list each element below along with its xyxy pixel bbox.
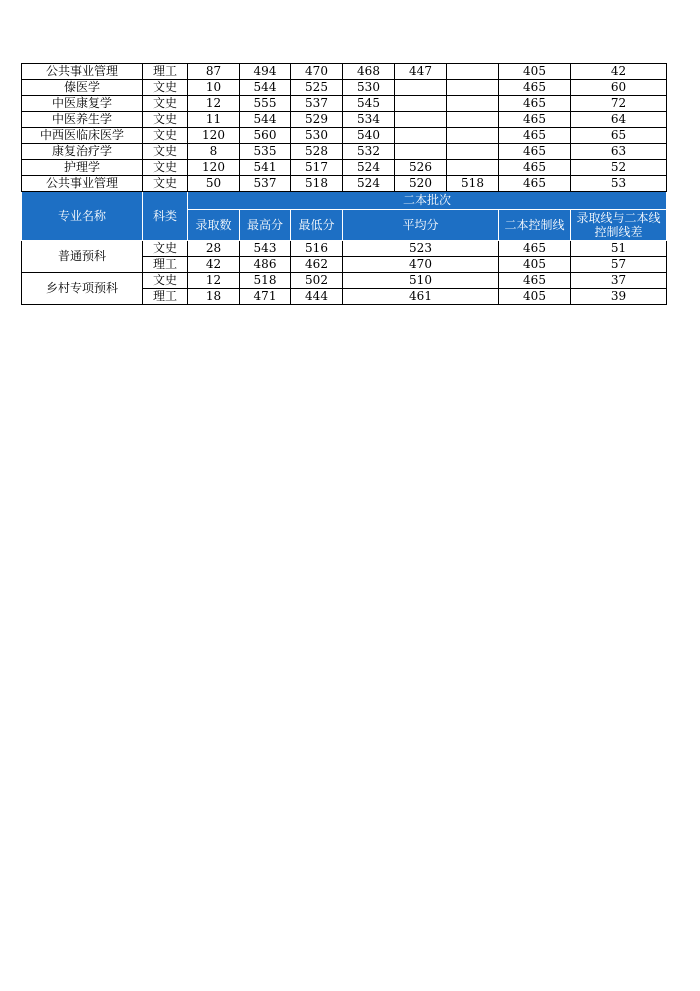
major-name: 公共事业管理 — [22, 64, 143, 80]
avg-score: 523 — [343, 241, 499, 257]
avg-score-2 — [395, 80, 447, 96]
avg-score: 532 — [343, 144, 395, 160]
control-diff: 72 — [571, 96, 667, 112]
table-row — [22, 144, 667, 160]
major-name: 康复治疗学 — [22, 144, 143, 160]
avg-score-2 — [395, 144, 447, 160]
enrolled-count: 12 — [188, 273, 240, 289]
max-score: 494 — [240, 64, 291, 80]
table-row — [22, 241, 667, 257]
control-line: 465 — [499, 160, 571, 176]
control-line: 465 — [499, 144, 571, 160]
enrolled-count: 18 — [188, 289, 240, 305]
avg-score-2: 447 — [395, 64, 447, 80]
avg-score-2 — [395, 112, 447, 128]
header-category: 科类 — [143, 192, 188, 241]
major-name: 乡村专项预科 — [22, 273, 143, 305]
header-avg: 平均分 — [343, 210, 499, 241]
avg-score: 545 — [343, 96, 395, 112]
avg-score-3 — [447, 128, 499, 144]
category-cell: 理工 — [143, 64, 188, 80]
min-score: 470 — [291, 64, 343, 80]
avg-score-2: 520 — [395, 176, 447, 192]
avg-score: 530 — [343, 80, 395, 96]
avg-score-3 — [447, 96, 499, 112]
table-row — [22, 176, 667, 192]
header-row-top — [22, 192, 667, 210]
enrolled-count: 50 — [188, 176, 240, 192]
control-diff: 53 — [571, 176, 667, 192]
enrolled-count: 42 — [188, 257, 240, 273]
control-diff: 64 — [571, 112, 667, 128]
max-score: 543 — [240, 241, 291, 257]
avg-score: 470 — [343, 257, 499, 273]
control-line: 465 — [499, 241, 571, 257]
enrolled-count: 11 — [188, 112, 240, 128]
header-batch: 二本批次 — [188, 192, 667, 210]
max-score: 486 — [240, 257, 291, 273]
category-cell: 文史 — [143, 241, 188, 257]
max-score: 544 — [240, 112, 291, 128]
min-score: 529 — [291, 112, 343, 128]
avg-score-3 — [447, 160, 499, 176]
control-line: 405 — [499, 289, 571, 305]
control-line: 465 — [499, 273, 571, 289]
header-major: 专业名称 — [22, 192, 143, 241]
min-score: 525 — [291, 80, 343, 96]
control-diff: 57 — [571, 257, 667, 273]
avg-score-3 — [447, 80, 499, 96]
control-diff: 51 — [571, 241, 667, 257]
min-score: 462 — [291, 257, 343, 273]
category-cell: 文史 — [143, 80, 188, 96]
min-score: 517 — [291, 160, 343, 176]
avg-score: 540 — [343, 128, 395, 144]
major-name: 普通预科 — [22, 241, 143, 273]
min-score: 516 — [291, 241, 343, 257]
min-score: 518 — [291, 176, 343, 192]
major-name: 中西医临床医学 — [22, 128, 143, 144]
control-line: 405 — [499, 257, 571, 273]
major-name: 中医养生学 — [22, 112, 143, 128]
avg-score: 534 — [343, 112, 395, 128]
major-name: 公共事业管理 — [22, 176, 143, 192]
control-diff: 63 — [571, 144, 667, 160]
enrolled-count: 12 — [188, 96, 240, 112]
avg-score-3 — [447, 64, 499, 80]
control-line: 465 — [499, 112, 571, 128]
enrolled-count: 87 — [188, 64, 240, 80]
table-row — [22, 64, 667, 80]
major-name: 中医康复学 — [22, 96, 143, 112]
category-cell: 文史 — [143, 160, 188, 176]
major-name: 护理学 — [22, 160, 143, 176]
min-score: 530 — [291, 128, 343, 144]
control-diff: 37 — [571, 273, 667, 289]
category-cell: 文史 — [143, 176, 188, 192]
category-cell: 文史 — [143, 112, 188, 128]
table-row — [22, 273, 667, 289]
max-score: 560 — [240, 128, 291, 144]
enrolled-count: 120 — [188, 160, 240, 176]
category-cell: 理工 — [143, 257, 188, 273]
avg-score: 524 — [343, 176, 395, 192]
min-score: 444 — [291, 289, 343, 305]
category-cell: 文史 — [143, 96, 188, 112]
control-diff: 60 — [571, 80, 667, 96]
avg-score-2 — [395, 96, 447, 112]
control-line: 465 — [499, 96, 571, 112]
control-line: 465 — [499, 176, 571, 192]
major-name: 傣医学 — [22, 80, 143, 96]
table-row — [22, 128, 667, 144]
header-control: 二本控制线 — [499, 210, 571, 241]
max-score: 471 — [240, 289, 291, 305]
control-diff: 52 — [571, 160, 667, 176]
enrolled-count: 120 — [188, 128, 240, 144]
avg-score-2 — [395, 128, 447, 144]
table-row — [22, 96, 667, 112]
avg-score-3 — [447, 144, 499, 160]
min-score: 537 — [291, 96, 343, 112]
control-diff: 39 — [571, 289, 667, 305]
min-score: 528 — [291, 144, 343, 160]
max-score: 555 — [240, 96, 291, 112]
avg-score: 524 — [343, 160, 395, 176]
table-row — [22, 80, 667, 96]
header-max: 最高分 — [240, 210, 291, 241]
header-min: 最低分 — [291, 210, 343, 241]
min-score: 502 — [291, 273, 343, 289]
avg-score: 468 — [343, 64, 395, 80]
avg-score: 461 — [343, 289, 499, 305]
category-cell: 理工 — [143, 289, 188, 305]
control-line: 465 — [499, 80, 571, 96]
avg-score-3 — [447, 112, 499, 128]
avg-score-3: 518 — [447, 176, 499, 192]
avg-score: 510 — [343, 273, 499, 289]
enrolled-count: 10 — [188, 80, 240, 96]
max-score: 541 — [240, 160, 291, 176]
max-score: 535 — [240, 144, 291, 160]
control-line: 405 — [499, 64, 571, 80]
category-cell: 文史 — [143, 128, 188, 144]
table-row — [22, 160, 667, 176]
table-row — [22, 112, 667, 128]
control-line: 465 — [499, 128, 571, 144]
enrolled-count: 28 — [188, 241, 240, 257]
control-diff: 42 — [571, 64, 667, 80]
max-score: 518 — [240, 273, 291, 289]
enrolled-count: 8 — [188, 144, 240, 160]
max-score: 537 — [240, 176, 291, 192]
control-diff: 65 — [571, 128, 667, 144]
header-diff: 录取线与二本线控制线差 — [571, 210, 667, 241]
category-cell: 文史 — [143, 144, 188, 160]
max-score: 544 — [240, 80, 291, 96]
header-enrolled: 录取数 — [188, 210, 240, 241]
category-cell: 文史 — [143, 273, 188, 289]
admission-score-table — [21, 63, 667, 305]
avg-score-2: 526 — [395, 160, 447, 176]
